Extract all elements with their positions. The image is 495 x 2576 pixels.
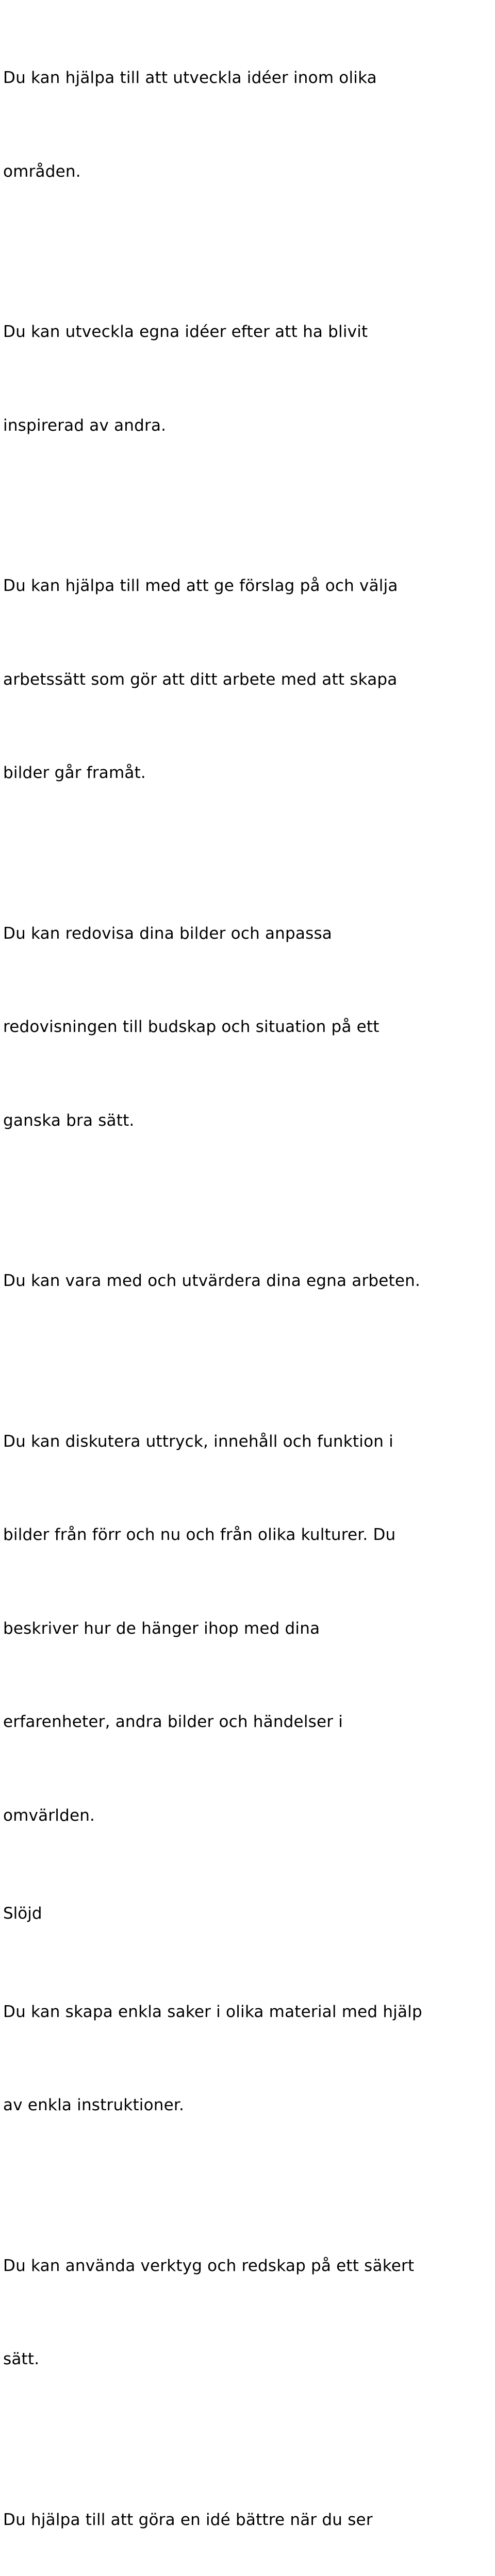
text-line: arbetssätt som gör att ditt arbete med att skapa [3,664,495,696]
text-line: Du kan hjälpa till med att ge förslag på och välja [3,570,495,602]
text-line: Du kan diskutera uttryck, innehåll och funktion i [3,1426,495,1458]
text-line: bilder går framåt. [3,757,495,789]
text-line: sätt. [3,2344,495,2375]
paragraph-ideas-areas [3,0,495,249]
text-line: Du kan vara med och utvärdera dina egna arbeten. [3,1265,495,1297]
text-line: redovisningen till budskap och situation på ett [3,1011,495,1043]
text-line: områden. [3,156,495,188]
text-line: erfarenheter, andra bilder och händelser i [3,1706,495,1738]
paragraph-simple-things [3,1934,495,2183]
text-line: Du kan använda verktyg och redskap på ett säkert [3,2250,495,2282]
text-line: inspirerad av andra. [3,410,495,442]
text-line: av enkla instruktioner. [3,2090,495,2121]
text-line: ganska bra sätt. [3,1105,495,1137]
paragraph-evaluate [3,1203,495,1359]
text-line: Du hjälpa till att göra en idé bättre när du ser [3,2504,495,2536]
paragraph-discuss [3,1364,495,1894]
paragraph-improve-idea [3,2442,495,2576]
text-line: omvärlden. [3,1800,495,1832]
document-page [0,0,495,754]
paragraph-own-ideas [3,254,495,503]
paragraph-tools [3,2188,495,2437]
text-line: Du kan hjälpa till att utveckla idéer inom olika [3,62,495,94]
text-line: Du kan utveckla egna idéer efter att ha blivit [3,316,495,348]
text-line: Du kan redovisa dina bilder och anpassa [3,918,495,950]
text-line: beskriver hur de hänger ihop med dina [3,1613,495,1645]
paragraph-present-images [3,856,495,1199]
text-line: bilder från förr och nu och från olika kulturer. Du [3,1519,495,1551]
text-line: Du kan skapa enkla saker i olika material med hjälp [3,1996,495,2028]
section-heading-slojd: Slöjd [3,1898,495,1929]
paragraph-work-methods [3,508,495,851]
